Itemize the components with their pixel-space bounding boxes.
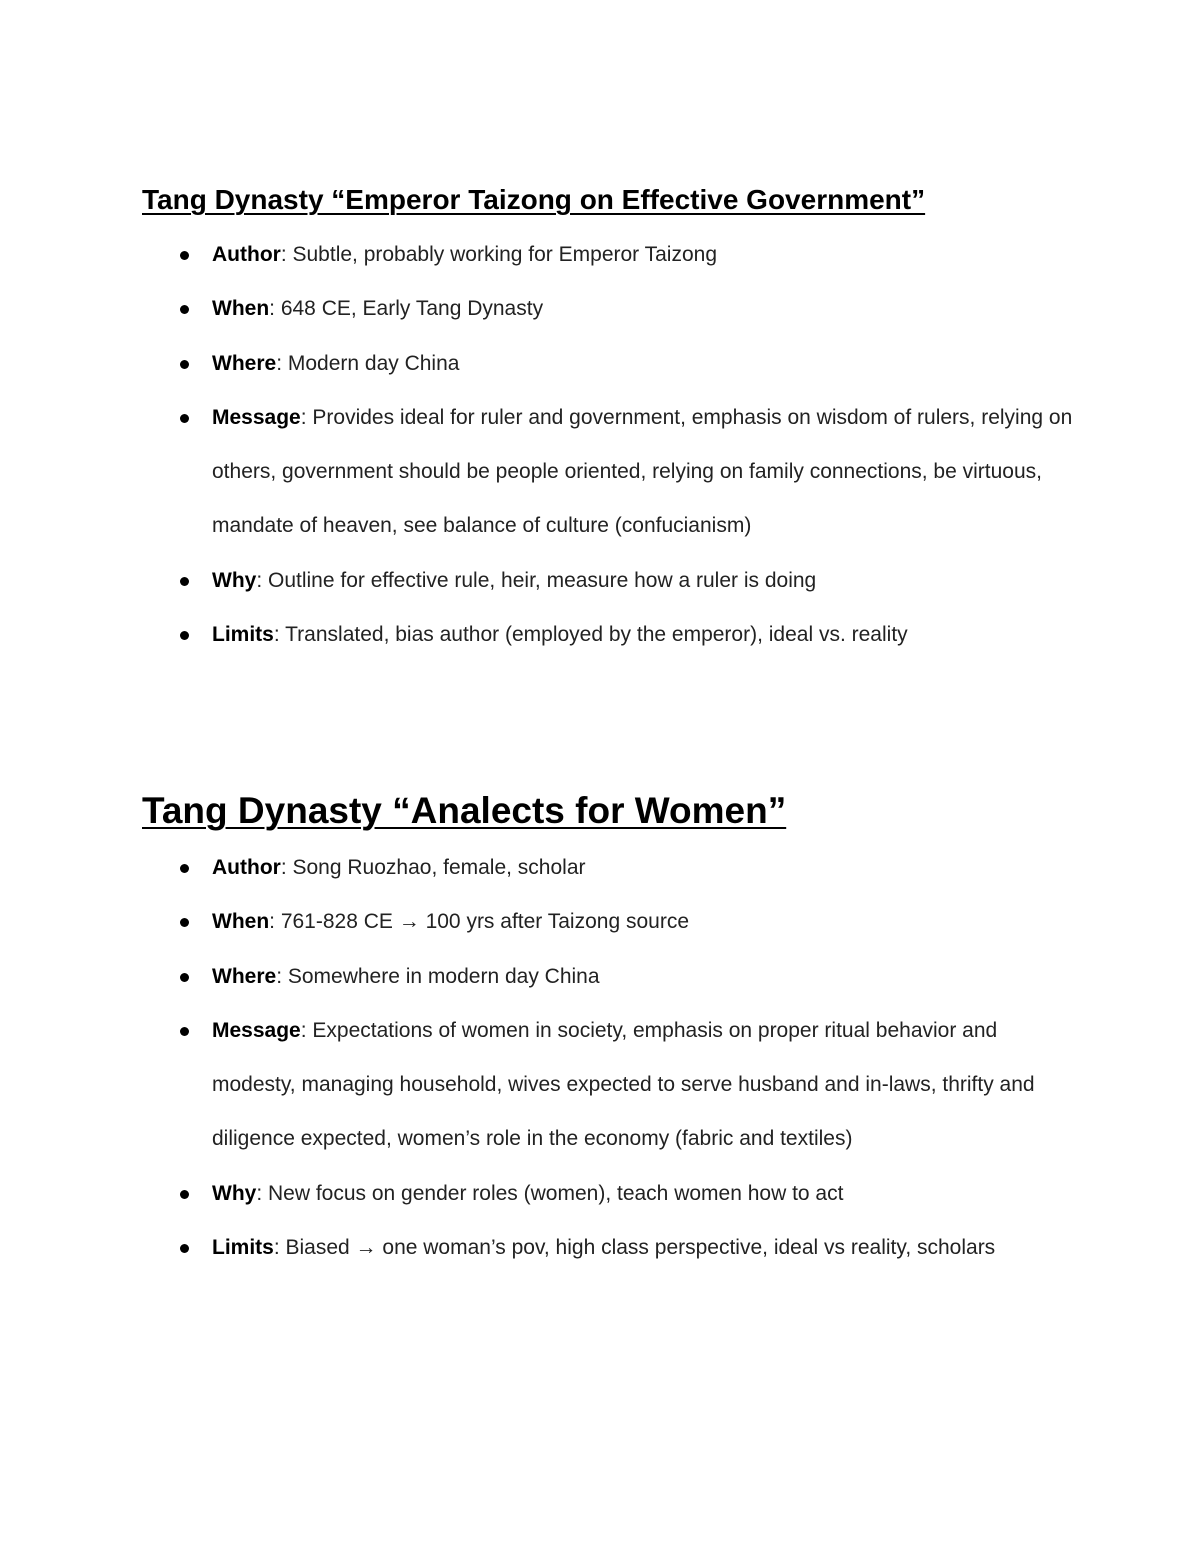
bullet-icon xyxy=(180,360,189,369)
item-label: Message xyxy=(212,1018,301,1042)
list-item-message xyxy=(142,391,1082,554)
section-heading: Tang Dynasty “Emperor Taizong on Effective Government” xyxy=(142,184,926,215)
item-label: Why xyxy=(212,1181,257,1205)
item-text: : Somewhere in modern day China xyxy=(276,964,600,988)
bullet-icon xyxy=(180,973,189,982)
item-text: : 648 CE, Early Tang Dynasty xyxy=(269,297,544,321)
bullet-icon xyxy=(180,251,189,260)
item-text: : Translated, bias author (employed by the emperor), ideal vs. reality xyxy=(273,623,908,647)
list-item-limits xyxy=(142,1221,1082,1275)
item-text: : Song Ruozhao, female, scholar xyxy=(280,856,586,879)
item-label: Limits xyxy=(212,1236,274,1260)
list-item-when xyxy=(142,895,1082,949)
list-item-limits xyxy=(142,608,1082,662)
item-text: : Modern day China xyxy=(276,351,460,375)
item-label: Why xyxy=(212,568,257,592)
item-text: : Subtle, probably working for Emperor Taizong xyxy=(280,243,717,266)
item-text: : Provides ideal for ruler and government, emphasis on wisdom of rulers, relying on others, government should be people oriented, relying on family connections, be virtuous, mandate of heaven, see balance of culture (confucianism) xyxy=(212,405,1073,538)
list-item-where xyxy=(142,950,1082,1004)
item-text: : Biased → one woman’s pov, high class perspective, ideal vs reality, scholars xyxy=(273,1236,996,1260)
section-analects xyxy=(142,783,1082,1275)
bullet-icon xyxy=(180,864,189,873)
bullet-icon xyxy=(180,305,189,314)
item-label: Where xyxy=(212,351,277,375)
item-label: Where xyxy=(212,964,277,988)
list-item-why xyxy=(142,554,1082,608)
item-text: : Outline for effective rule, heir, measure how a ruler is doing xyxy=(256,568,817,592)
bullet-icon xyxy=(180,918,189,927)
list-item-why xyxy=(142,1167,1082,1221)
bullet-icon xyxy=(180,1190,189,1199)
bullet-icon xyxy=(180,577,189,586)
item-text: : Expectations of women in society, emphasis on proper ritual behavior and modesty, managing household, wives expected to serve husband and in-laws, thrifty and diligence expected, women’s role in the economy (fabric and textiles) xyxy=(212,1018,1035,1151)
item-text: : New focus on gender roles (women), teach women how to act xyxy=(256,1181,844,1205)
item-label: Limits xyxy=(212,623,274,647)
item-label: Author xyxy=(212,856,281,879)
bullet-icon xyxy=(180,1027,189,1036)
section-heading: Tang Dynasty “Analects for Women” xyxy=(142,790,787,831)
bullet-icon xyxy=(180,1244,189,1253)
bullet-list xyxy=(142,228,1082,662)
item-label: When xyxy=(212,297,270,321)
list-item-author xyxy=(142,228,1082,282)
item-text: : 761-828 CE → 100 yrs after Taizong source xyxy=(269,910,689,934)
list-item-message xyxy=(142,1004,1082,1167)
section-taizong xyxy=(142,180,1082,662)
bullet-list xyxy=(142,841,1082,1275)
list-item-when xyxy=(142,282,1082,336)
item-label: Message xyxy=(212,405,301,429)
item-label: When xyxy=(212,910,270,934)
bullet-icon xyxy=(180,631,189,640)
list-item-author xyxy=(142,841,1082,895)
bullet-icon xyxy=(180,414,189,423)
item-label: Author xyxy=(212,243,281,266)
list-item-where xyxy=(142,337,1082,391)
